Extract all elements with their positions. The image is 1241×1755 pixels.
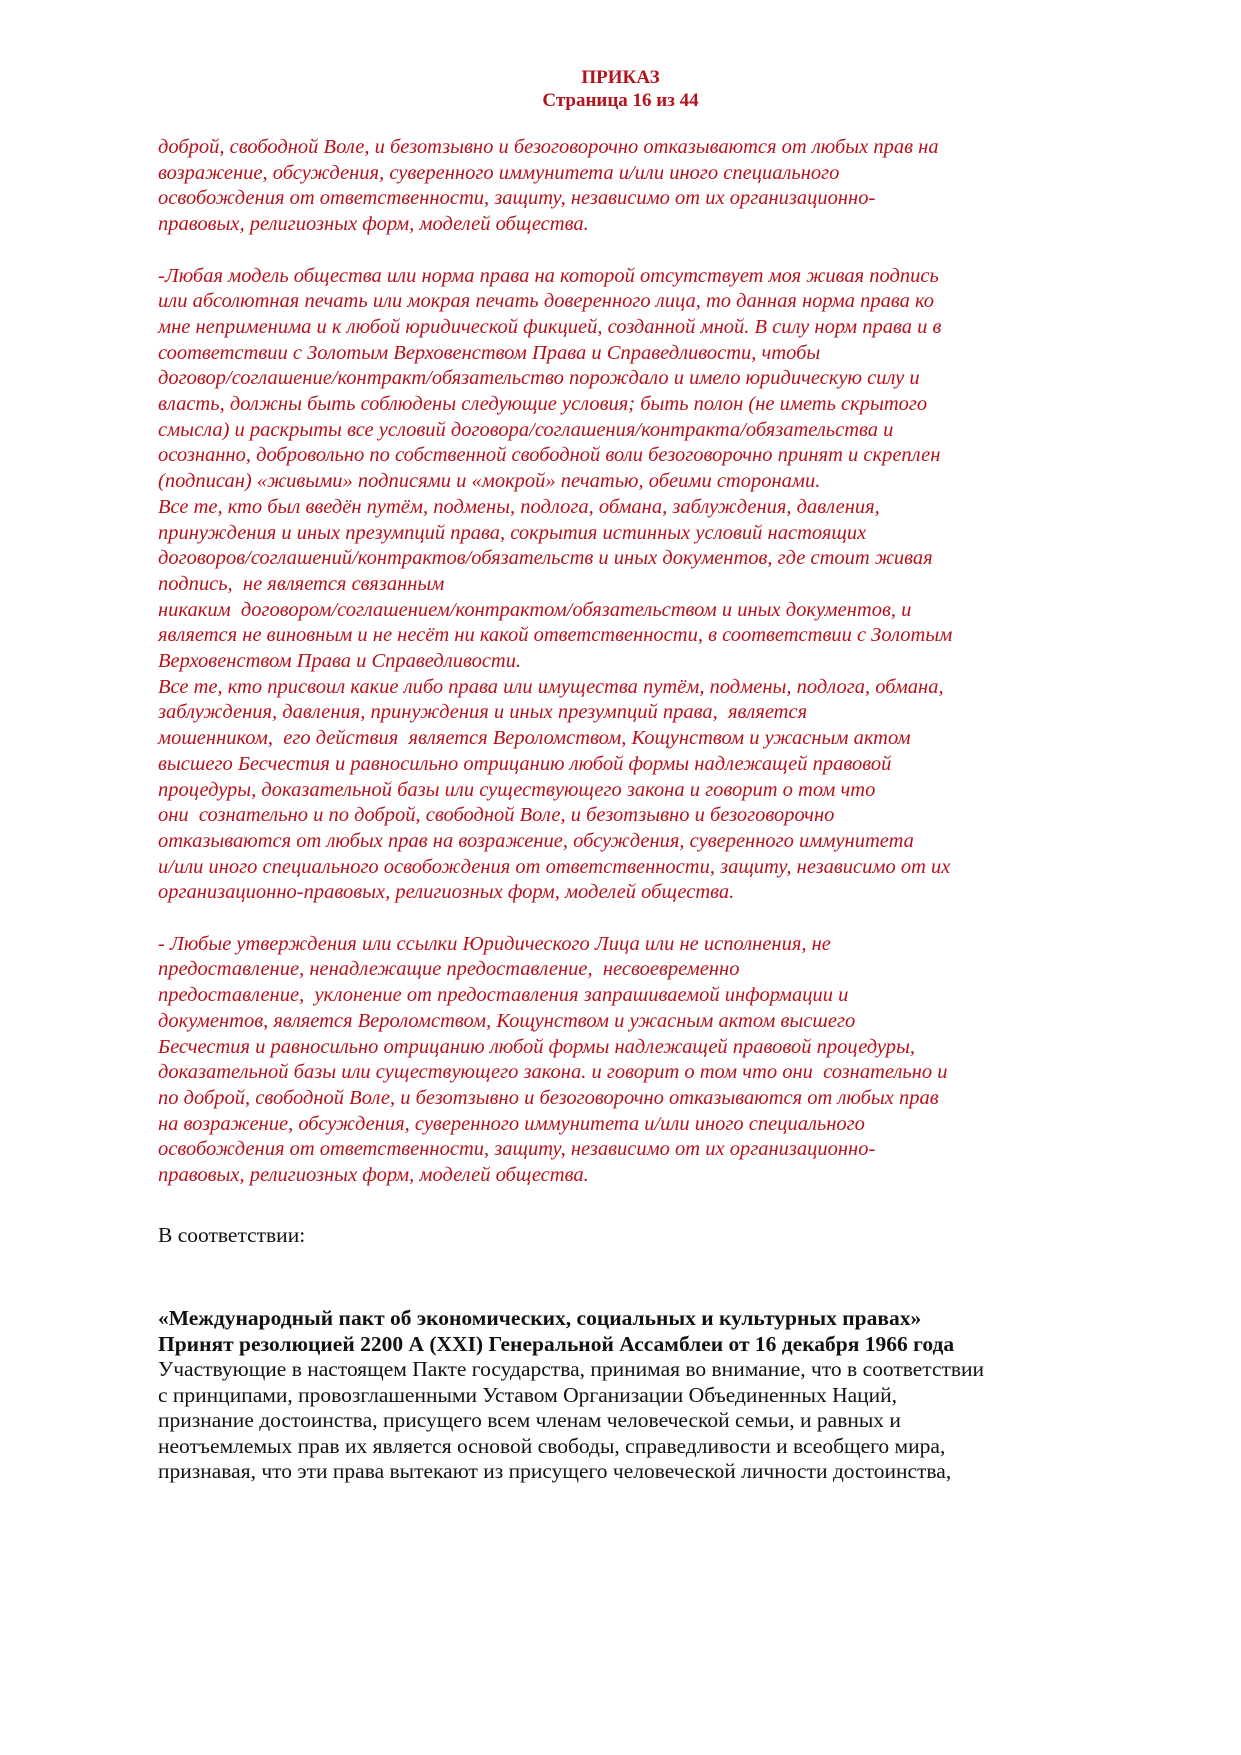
- text-line: подпись, не является связанным: [158, 572, 445, 595]
- text-line: - Любые утверждения или ссылки Юридического Лица или не исполнения, не: [158, 932, 831, 955]
- text-line: неотъемлемых прав их является основой свободы, справедливости и всеобщего мира,: [158, 1433, 946, 1458]
- paragraph-3: [158, 932, 1108, 1189]
- text-line: власть, должны быть соблюдены следующие условия; быть полон (не иметь скрытого: [158, 393, 928, 416]
- text-line: возражение, обсуждения, суверенного иммунитета и/или иного специального: [158, 161, 840, 184]
- pact-text: [158, 1357, 1108, 1485]
- text-line: и/или иного специального освобождения от ответственности, защиту, независимо от их: [158, 855, 951, 878]
- text-line: Все те, кто был введён путём, подмены, подлога, обмана, заблуждения, давления,: [158, 495, 880, 518]
- page-header: [0, 66, 1241, 112]
- text-line: мне неприменима и к любой юридической фикцией, созданной мной. В силу норм права и в: [158, 315, 942, 338]
- text-line: Бесчестия и равносильно отрицанию любой формы надлежащей правовой процедуры,: [158, 1035, 915, 1058]
- page-number-label: Страница 16 из 44: [542, 90, 699, 111]
- text-line: признание достоинства, присущего всем членам человеческой семьи, и равных и: [158, 1408, 901, 1433]
- text-line: Верховенством Права и Справедливости.: [158, 650, 522, 673]
- text-line: предоставление, уклонение от предоставления запрашиваемой информации и: [158, 984, 849, 1007]
- text-line: организационно-правовых, религиозных форм, моделей общества.: [158, 881, 735, 904]
- text-line: никаким договором/соглашением/контрактом/обязательством и иных документов, и: [158, 598, 912, 621]
- text-line: по доброй, свободной Воле, и безотзывно и безоговорочно отказываются от любых прав: [158, 1086, 939, 1109]
- text-line: высшего Бесчестия и равносильно отрицанию любой формы надлежащей правовой: [158, 752, 892, 775]
- text-line: смысла) и раскрыты все условий договора/соглашения/контракта/обязательства и: [158, 418, 894, 441]
- text-line: или абсолютная печать или мокрая печать доверенного лица, то данная норма права ко: [158, 290, 935, 313]
- text-line: осознанно, добровольно по собственной свободной воли безоговорочно принят и скреплен: [158, 444, 941, 467]
- text-line: они сознательно и по доброй, свободной Воле, и безотзывно и безоговорочно: [158, 804, 835, 827]
- paragraph-gap: [158, 906, 1108, 932]
- text-line: с принципами, провозглашенными Уставом Организации Объединенных Наций,: [158, 1382, 898, 1407]
- text-line: Все те, кто присвоил какие либо права или имущества путём, подмены, подлога, обмана,: [158, 675, 944, 698]
- document-title: ПРИКАЗ: [581, 67, 660, 88]
- paragraph-gap: [158, 238, 1108, 264]
- text-line: процедуры, доказательной базы или существующего закона и говорит о том что: [158, 778, 876, 801]
- text-line: доказательной базы или существующего закона. и говорит о том что они сознательно и: [158, 1061, 948, 1084]
- text-line: соответствии с Золотым Верховенством Права и Справедливости, чтобы: [158, 341, 821, 364]
- text-line: правовых, религиозных форм, моделей общества.: [158, 213, 589, 236]
- text-line: отказываются от любых прав на возражение, обсуждения, суверенного иммунитета: [158, 829, 914, 852]
- text-line: на возражение, обсуждения, суверенного иммунитета и/или иного специального: [158, 1112, 865, 1135]
- text-line: принуждения и иных презумпций права, сокрытия истинных условий настоящих: [158, 521, 867, 544]
- text-line: является не виновным и не несёт ни какой ответственности, в соответствии с Золотым: [158, 624, 953, 647]
- text-line: освобождения от ответственности, защиту, независимо от их организационно-: [158, 187, 876, 210]
- text-line: документов, является Вероломством, Кощунством и ужасным актом высшего: [158, 1009, 856, 1032]
- text-line: договоров/соглашений/контрактов/обязательств и иных документов, где стоит живая: [158, 547, 933, 570]
- text-line: освобождения от ответственности, защиту, независимо от их организационно-: [158, 1138, 876, 1161]
- paragraph-1: [158, 135, 1108, 238]
- pact-subtitle: Принят резолюцией 2200 А (XXI) Генеральной Ассамблеи от 16 декабря 1966 года: [158, 1331, 955, 1356]
- text-line: признавая, что эти права вытекают из присущего человеческой личности достоинства,: [158, 1459, 952, 1484]
- paragraph-2: [158, 264, 1108, 907]
- text-line: доброй, свободной Воле, и безотзывно и безоговорочно отказываются от любых прав на: [158, 136, 939, 158]
- text-line: Участвующие в настоящем Пакте государства, принимая во внимание, что в соответствии: [158, 1357, 985, 1382]
- section-heading: В соответствии:: [158, 1222, 306, 1247]
- document-body: [158, 135, 1108, 1485]
- text-line: предоставление, ненадлежащие предоставление, несвоевременно: [158, 958, 740, 981]
- text-line: правовых, религиозных форм, моделей общества.: [158, 1164, 589, 1187]
- text-line: заблуждения, давления, принуждения и иных презумпций права, является: [158, 701, 808, 724]
- text-line: мошенником, его действия является Вероломством, Кощунством и ужасным актом: [158, 727, 911, 750]
- pact-title: «Международный пакт об экономических, социальных и культурных правах»: [158, 1306, 922, 1331]
- text-line: -Любая модель общества или норма права на которой отсутствует моя живая подпись: [158, 264, 939, 287]
- text-line: договор/соглашение/контракт/обязательство порождало и имело юридическую силу и: [158, 367, 920, 390]
- text-line: (подписан) «живыми» подписями и «мокрой» печатью, обеими сторонами.: [158, 470, 821, 493]
